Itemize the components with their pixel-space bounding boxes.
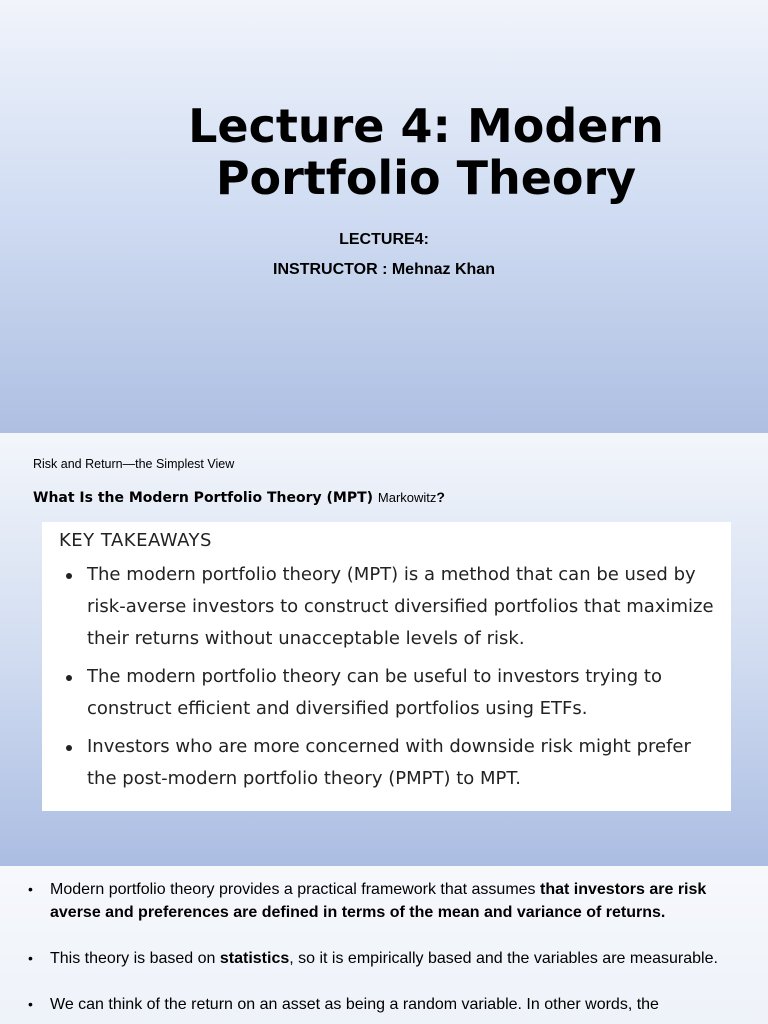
mpt-details-slide [0,866,768,1024]
key-takeaways-title: KEY TAKEAWAYS [59,530,212,551]
question-small: Markowitz [377,490,437,505]
detail-bullet [28,993,748,1016]
bullet-text: This theory is based on [50,950,220,967]
question-bold: What Is the Modern Portfolio Theory (MPT) [33,490,374,506]
bullet-text: , so it is empirically based and the variables are measurable. [289,950,718,967]
bullet-text: We can think of the return on an asset as being a random variable. In other words, the [50,996,659,1013]
takeaway-item: The modern portfolio theory (MPT) is a method that can be used by risk-averse investors to construct diversified portfolios that maximize their returns without unacceptable levels of risk. [59,559,715,655]
detail-bullet [28,878,748,924]
title-slide [0,0,768,433]
slide-title: Lecture 4: Modern Portfolio Theory [188,99,664,205]
instructor-label: INSTRUCTOR : Mehnaz Khan [273,261,495,278]
mpt-slide [0,433,768,866]
key-takeaways-box [42,522,731,811]
bullet-bold-text: statistics [219,950,290,967]
question-mark: ? [436,489,445,505]
takeaway-item: The modern portfolio theory can be useful to investors trying to construct efficient and diversified portfolios using ETFs. [59,661,715,725]
slide-heading: Risk and Return—the Simplest View [33,457,235,471]
bullet-text: Modern portfolio theory provides a practical framework that assumes [50,881,540,898]
detail-bullet [28,947,748,970]
takeaway-item: Investors who are more concerned with downside risk might prefer the post-modern portfolio theory (PMPT) to MPT. [59,731,715,795]
slide-question [33,489,445,506]
bullet-bold-text: that investors are risk averse and preferences are defined in terms of the mean and variance of returns. [50,881,707,921]
key-takeaways-list [59,559,715,795]
detail-bullet-list [28,878,748,1024]
lecture-label: LECTURE4: [339,231,429,248]
